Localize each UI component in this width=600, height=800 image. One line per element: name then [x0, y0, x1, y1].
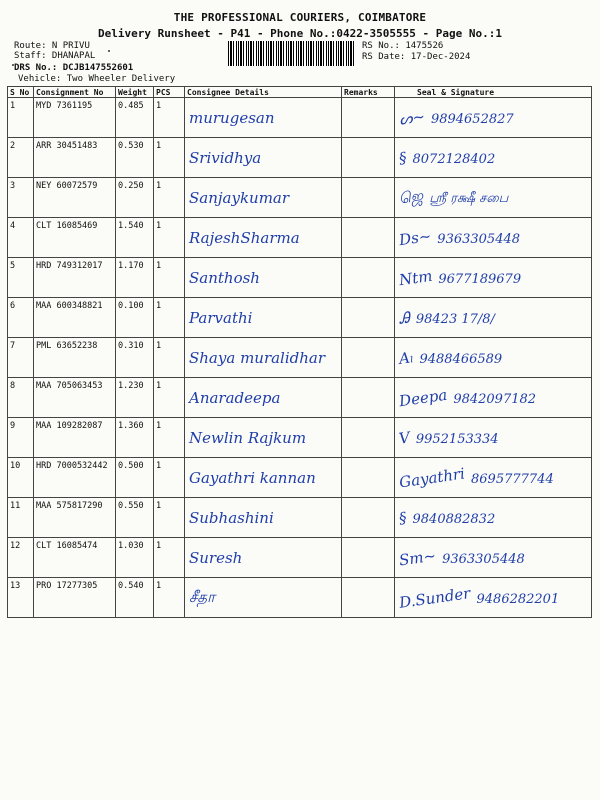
consignee-name: Subhashini — [185, 498, 342, 538]
signature-cell — [395, 338, 592, 378]
serial-number: 3 — [8, 178, 34, 218]
consignment-number: MAA 600348821 — [34, 298, 116, 338]
signature-cell — [395, 258, 592, 298]
document-subtitle: Delivery Runsheet - P41 - Phone No.:0422-3505555 - Page No.:1 — [98, 27, 502, 40]
remarks-cell — [342, 98, 395, 138]
remarks-cell — [342, 258, 395, 298]
rs-number: RS No.: 1475526 — [362, 41, 444, 51]
remarks-cell — [342, 458, 395, 498]
table-row — [8, 338, 592, 378]
table-row — [8, 498, 592, 538]
table-row — [8, 218, 592, 258]
consignee-name: Newlin Rajkum — [185, 418, 342, 458]
speck — [12, 64, 14, 66]
pcs-value: 1 — [154, 458, 185, 498]
table-row — [8, 298, 592, 338]
remarks-cell — [342, 578, 395, 618]
consignee-name: Santhosh — [185, 258, 342, 298]
signature-phone: 8695777744 — [471, 471, 554, 487]
serial-number: 8 — [8, 378, 34, 418]
weight-value: 0.530 — [116, 138, 154, 178]
consignee-name: Suresh — [185, 538, 342, 578]
serial-number: 11 — [8, 498, 34, 538]
rs-date: RS Date: 17-Dec-2024 — [362, 52, 471, 62]
table-row — [8, 178, 592, 218]
pcs-value: 1 — [154, 138, 185, 178]
staff-label: Staff: DHANAPAL — [14, 51, 96, 61]
signature-mark: D.Sunder — [398, 583, 472, 612]
signature-cell — [395, 458, 592, 498]
consignment-number: HRD 7000532442 — [34, 458, 116, 498]
route-label: Route: N PRIVU — [14, 41, 90, 51]
remarks-cell — [342, 538, 395, 578]
signature-cell — [395, 178, 592, 218]
consignment-number: PRO 17277305 — [34, 578, 116, 618]
signature-phone: 9677189679 — [438, 271, 522, 287]
consignment-number: MAA 575817290 — [34, 498, 116, 538]
consignment-number: CLT 16085474 — [34, 538, 116, 578]
pcs-value: 1 — [154, 298, 185, 338]
column-header: S No — [8, 87, 34, 98]
pcs-value: 1 — [154, 538, 185, 578]
serial-number: 10 — [8, 458, 34, 498]
pcs-value: 1 — [154, 578, 185, 618]
column-header: PCS — [154, 87, 185, 98]
signature-cell — [395, 378, 592, 418]
consignment-number: MAA 109282087 — [34, 418, 116, 458]
column-header: Consignee Details — [185, 87, 342, 98]
table-row — [8, 458, 592, 498]
signature-phone: 9363305448 — [442, 551, 525, 567]
remarks-cell — [342, 298, 395, 338]
serial-number: 7 — [8, 338, 34, 378]
consignee-name: RajeshSharma — [185, 218, 342, 258]
weight-value: 0.250 — [116, 178, 154, 218]
signature-mark: Aₗ — [397, 347, 415, 368]
vehicle-label: Vehicle: Two Wheeler Delivery — [18, 74, 176, 84]
serial-number: 4 — [8, 218, 34, 258]
serial-number: 5 — [8, 258, 34, 298]
weight-value: 1.540 — [116, 218, 154, 258]
signature-phone: 9842097182 — [453, 391, 537, 407]
serial-number: 13 — [8, 578, 34, 618]
signature-mark: Deepa — [397, 385, 449, 410]
signature-phone: 9840882832 — [412, 511, 496, 527]
remarks-cell — [342, 378, 395, 418]
consignee-name: Gayathri kannan — [185, 458, 342, 498]
signature-cell — [395, 298, 592, 338]
consignee-name: murugesan — [185, 98, 342, 138]
remarks-cell — [342, 418, 395, 458]
signature-mark: Ntm — [397, 266, 434, 289]
weight-value: 0.500 — [116, 458, 154, 498]
signature-mark: V — [397, 427, 412, 448]
serial-number: 2 — [8, 138, 34, 178]
weight-value: 1.230 — [116, 378, 154, 418]
barcode — [228, 41, 355, 66]
pcs-value: 1 — [154, 498, 185, 538]
signature-phone: ஸ்ரீ ரக்ஷீ சபை — [429, 190, 509, 206]
consignee-name: Srividhya — [185, 138, 342, 178]
consignee-name: Shaya muralidhar — [185, 338, 342, 378]
consignment-number: ARR 30451483 — [34, 138, 116, 178]
signature-cell — [395, 578, 592, 618]
signature-mark: § — [397, 148, 408, 167]
table-row — [8, 418, 592, 458]
table-header-row — [8, 87, 592, 98]
consignee-name: சீதா — [185, 578, 342, 618]
signature-mark: ᔕ~ — [397, 106, 427, 129]
signature-phone: 9486282201 — [476, 591, 560, 607]
pcs-value: 1 — [154, 418, 185, 458]
signature-phone: 9363305448 — [437, 231, 521, 247]
consignment-number: CLT 16085469 — [34, 218, 116, 258]
signature-cell — [395, 498, 592, 538]
remarks-cell — [342, 178, 395, 218]
signature-phone: 9488466589 — [419, 351, 503, 367]
pcs-value: 1 — [154, 258, 185, 298]
weight-value: 0.310 — [116, 338, 154, 378]
table-row — [8, 378, 592, 418]
table-row — [8, 138, 592, 178]
pcs-value: 1 — [154, 178, 185, 218]
signature-mark: Ꭿ — [397, 307, 412, 328]
weight-value: 0.485 — [116, 98, 154, 138]
weight-value: 0.550 — [116, 498, 154, 538]
signature-cell — [395, 538, 592, 578]
signature-phone: 8072128402 — [412, 151, 496, 167]
column-header: Remarks — [342, 87, 395, 98]
consignment-number: HRD 749312017 — [34, 258, 116, 298]
weight-value: 0.100 — [116, 298, 154, 338]
signature-mark: Gayathri — [398, 463, 466, 492]
remarks-cell — [342, 218, 395, 258]
signature-mark: Sm~ — [397, 546, 438, 569]
signature-phone: 9952153334 — [415, 431, 499, 447]
serial-number: 6 — [8, 298, 34, 338]
serial-number: 9 — [8, 418, 34, 458]
consignment-number: NEY 60072579 — [34, 178, 116, 218]
consignment-number: MYD 7361195 — [34, 98, 116, 138]
consignee-name: Sanjaykumar — [185, 178, 342, 218]
serial-number: 1 — [8, 98, 34, 138]
signature-phone: 98423 17/8/ — [415, 311, 495, 327]
pcs-value: 1 — [154, 218, 185, 258]
runsheet-table — [7, 86, 592, 618]
speck — [108, 50, 110, 52]
signature-mark: § — [397, 508, 408, 527]
signature-phone: 9894652827 — [430, 111, 514, 127]
table-row — [8, 258, 592, 298]
signature-cell — [395, 138, 592, 178]
consignee-name: Anaradeepa — [185, 378, 342, 418]
weight-value: 1.360 — [116, 418, 154, 458]
signature-cell — [395, 418, 592, 458]
table-row — [8, 578, 592, 618]
weight-value: 1.170 — [116, 258, 154, 298]
weight-value: 0.540 — [116, 578, 154, 618]
remarks-cell — [342, 338, 395, 378]
pcs-value: 1 — [154, 378, 185, 418]
drs-number: DRS No.: DCJB147552601 — [14, 63, 134, 73]
weight-value: 1.030 — [116, 538, 154, 578]
consignee-name: Parvathi — [185, 298, 342, 338]
signature-mark: ஜெ — [397, 185, 425, 208]
table-row — [8, 98, 592, 138]
column-header: Seal & Signature — [395, 87, 592, 98]
consignment-number: PML 63652238 — [34, 338, 116, 378]
column-header: Weight — [116, 87, 154, 98]
remarks-cell — [342, 498, 395, 538]
document-title: THE PROFESSIONAL COURIERS, COIMBATORE — [173, 11, 427, 24]
column-header: Consignment No — [34, 87, 116, 98]
consignment-number: MAA 705063453 — [34, 378, 116, 418]
signature-cell — [395, 218, 592, 258]
signature-cell — [395, 98, 592, 138]
remarks-cell — [342, 138, 395, 178]
pcs-value: 1 — [154, 98, 185, 138]
signature-mark: Ds~ — [397, 226, 433, 249]
pcs-value: 1 — [154, 338, 185, 378]
table-row — [8, 538, 592, 578]
serial-number: 12 — [8, 538, 34, 578]
